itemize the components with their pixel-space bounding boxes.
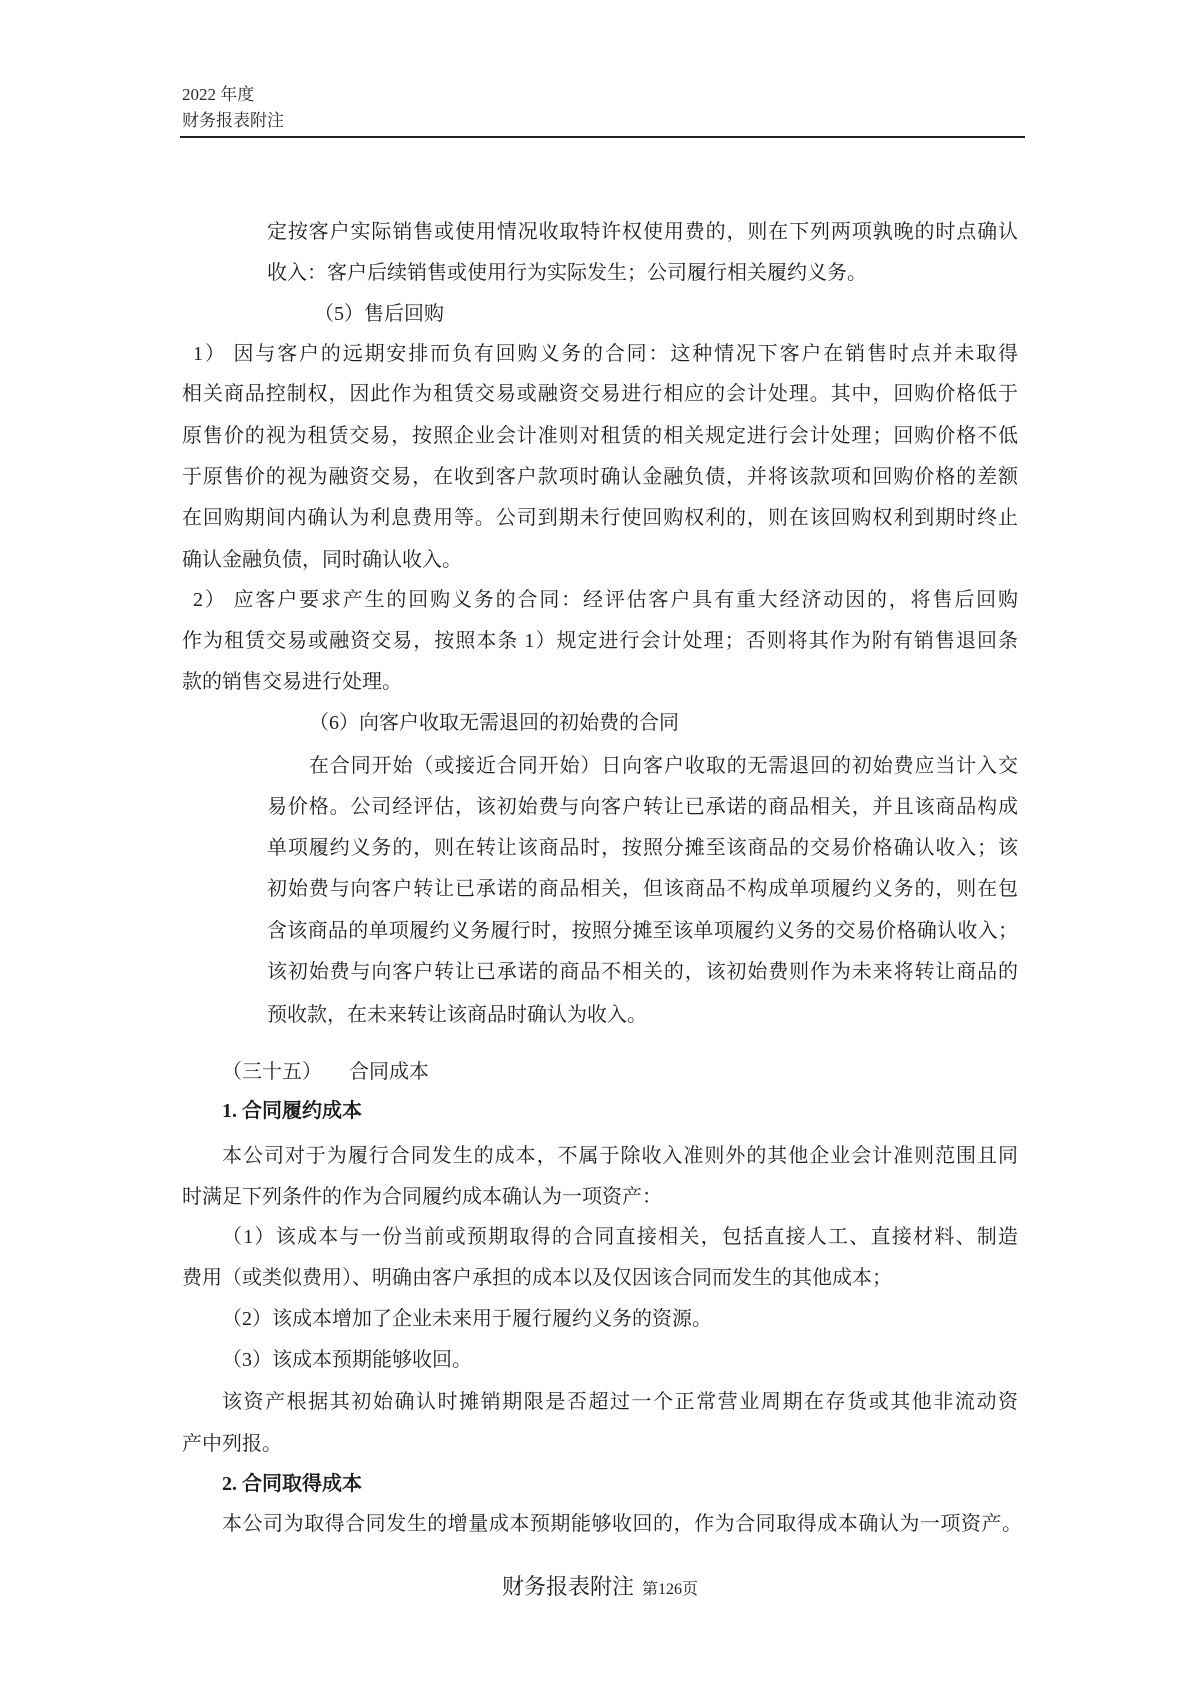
header-year: 2022 年度 — [182, 85, 255, 104]
page-footer — [0, 1570, 1200, 1601]
section-number: （三十五） — [222, 1061, 322, 1083]
text-line: 该资产根据其初始确认时摊销期限是否超过一个正常营业周期在存货或其他非流动资 — [222, 1391, 1018, 1413]
text-line: 相关商品控制权，因此作为租赁交易或融资交易进行相应的会计处理。其中，回购价格低于 — [182, 383, 1018, 405]
text-line: 初始费与向客户转让已承诺的商品相关，但该商品不构成单项履约义务的，则在包 — [267, 878, 1018, 900]
header-divider — [180, 136, 1025, 138]
text-line: 2） 应客户要求产生的回购义务的合同：经评估客户具有重大经济动因的，将售后回购 — [193, 589, 1018, 611]
text-line: 该初始费与向客户转让已承诺的商品不相关的，该初始费则作为未来将转让商品的 — [267, 961, 1018, 983]
text-line: 费用（或类似费用）、明确由客户承担的成本以及仅因该合同而发生的其他成本； — [182, 1267, 892, 1289]
text-line: 于原售价的视为融资交易，在收到客户款项时确认金融负债，并将该款项和回购价格的差额 — [182, 466, 1018, 488]
text-line: （2）该成本增加了企业未来用于履行履约义务的资源。 — [222, 1308, 712, 1330]
subsection-heading: 2. 合同取得成本 — [222, 1473, 362, 1495]
text-line: 确认金融负债，同时确认收入。 — [182, 549, 462, 571]
page-number: 第126页 — [642, 1581, 699, 1598]
header-title: 财务报表附注 — [182, 111, 284, 130]
text-line: 含该商品的单项履约义务履行时，按照分摊至该单项履约义务的交易价格确认收入； — [267, 920, 1018, 942]
text-line: 1） 因与客户的远期安排而负有回购义务的合同：这种情况下客户在销售时点并未取得 — [193, 343, 1018, 365]
text-line: 收入：客户后续销售或使用行为实际发生；公司履行相关履约义务。 — [267, 262, 867, 284]
text-line: 原售价的视为租赁交易，按照企业会计准则对租赁的相关规定进行会计处理；回购价格不低 — [182, 425, 1018, 447]
text-line: 预收款，在未来转让该商品时确认为收入。 — [267, 1004, 647, 1026]
section-title: 合同成本 — [349, 1061, 429, 1083]
text-line: 在回购期间内确认为利息费用等。公司到期未行使回购权利的，则在该回购权利到期时终止 — [182, 507, 1018, 529]
text-line: （1）该成本与一份当前或预期取得的合同直接相关，包括直接人工、直接材料、制造 — [222, 1226, 1018, 1248]
text-line: 本公司为取得合同发生的增量成本预期能够收回的，作为合同取得成本确认为一项资产。 — [222, 1513, 1022, 1535]
text-line: 单项履约义务的，则在转让该商品时，按照分摊至该商品的交易价格确认收入；该 — [267, 837, 1018, 859]
subheading: （6）向客户收取无需退回的初始费的合同 — [309, 712, 679, 734]
text-line: 易价格。公司经评估，该初始费与向客户转让已承诺的商品相关，并且该商品构成 — [267, 796, 1018, 818]
text-line: 本公司对于为履行合同发生的成本，不属于除收入准则外的其他企业会计准则范围且同 — [222, 1145, 1018, 1167]
text-line: 产中列报。 — [182, 1433, 282, 1455]
text-line: 款的销售交易进行处理。 — [182, 671, 402, 693]
text-line: 定按客户实际销售或使用情况收取特许权使用费的，则在下列两项孰晚的时点确认 — [267, 221, 1018, 243]
text-line: 作为租赁交易或融资交易，按照本条 1）规定进行会计处理；否则将其作为附有销售退回条 — [182, 630, 1018, 652]
text-line: （3）该成本预期能够收回。 — [222, 1349, 472, 1371]
text-line: 时满足下列条件的作为合同履约成本确认为一项资产： — [182, 1186, 662, 1208]
subheading: （5）售后回购 — [314, 303, 444, 325]
footer-title: 财务报表附注 — [501, 1574, 634, 1599]
text-line: 在合同开始（或接近合同开始）日向客户收取的无需退回的初始费应当计入交 — [309, 755, 1018, 777]
subsection-heading: 1. 合同履约成本 — [222, 1100, 362, 1122]
